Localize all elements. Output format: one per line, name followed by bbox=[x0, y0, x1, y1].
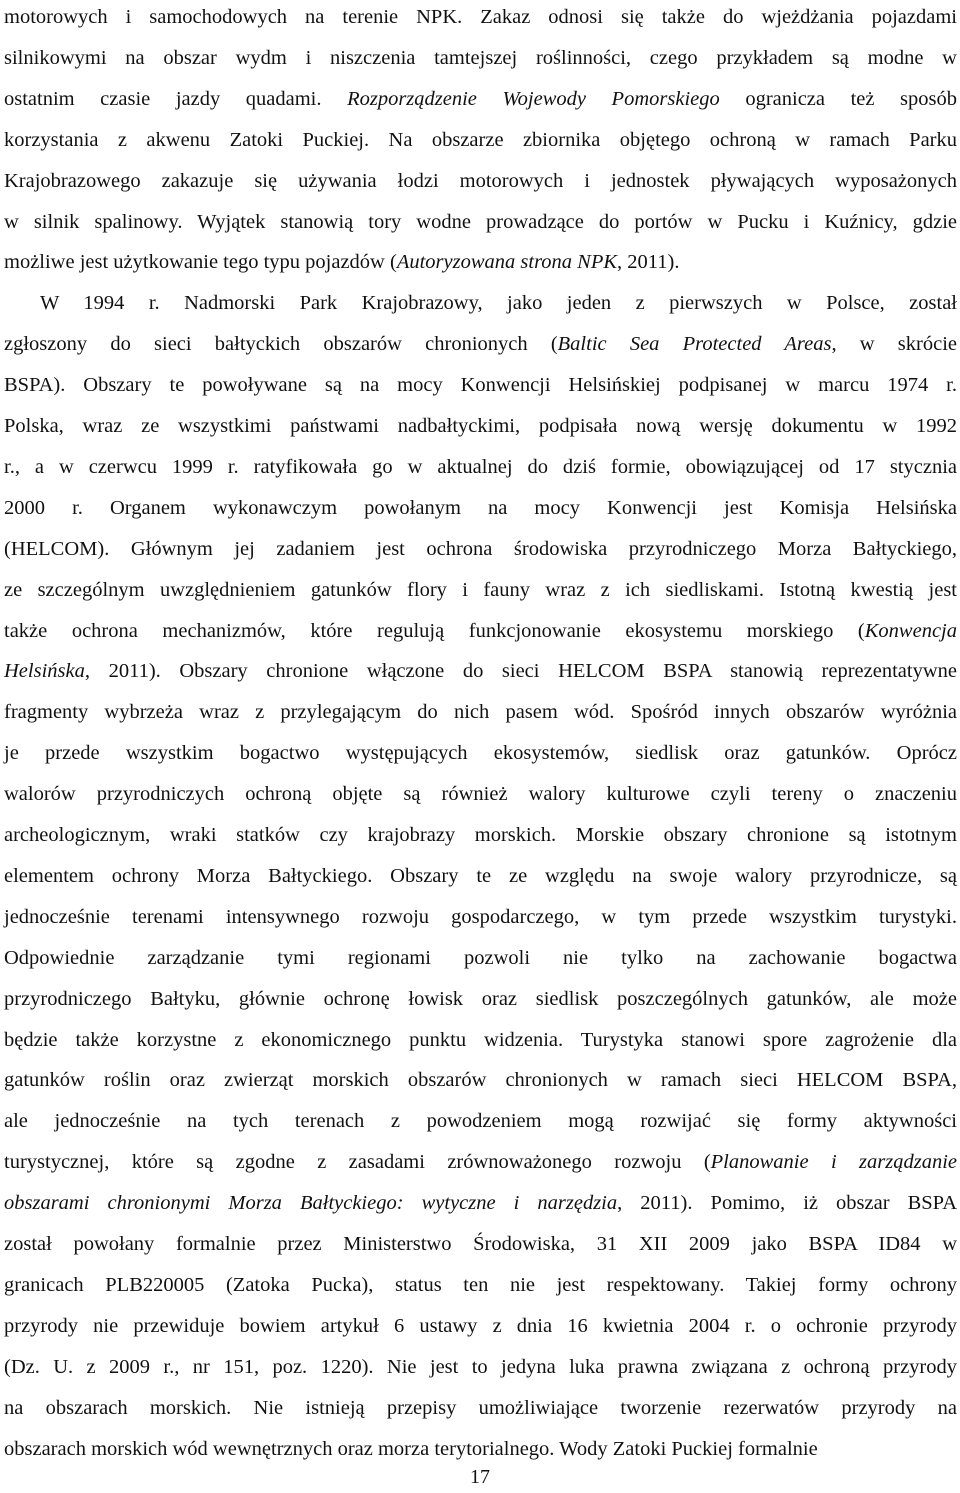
text-line bbox=[4, 611, 957, 652]
text-span: został powołany formalnie przez Ministerstwo Środowiska, 31 XII 2009 jako BSPA ID84 w bbox=[4, 1233, 957, 1255]
text-line bbox=[4, 365, 957, 406]
text-span: ze szczególnym uwzględnieniem gatunków flory i fauny wraz z ich siedliskami. Istotną kwestią jest bbox=[4, 578, 957, 601]
text-span: będzie także korzystne z ekonomicznego punktu widzenia. Turystyka stanowi spore zagrożenie dla bbox=[4, 1028, 957, 1051]
italic-text: Helsińska bbox=[4, 660, 85, 683]
text-span: silnikowymi na obszar wydm i niszczenia tamtejszej roślinności, czego przykładem są modne w bbox=[4, 46, 957, 69]
text-span: Krajobrazowego zakazuje się używania łodzi motorowych i jednostek pływających wyposażonych bbox=[4, 169, 957, 192]
italic-text: Konwencja bbox=[864, 619, 957, 642]
text-span: , 2011). Obszary chronione włączone do sieci HELCOM BSPA stanowią reprezentatywne bbox=[84, 660, 957, 683]
text-span: także ochrona mechanizmów, które regulują funkcjonowanie ekosystemu morskiego ( bbox=[4, 619, 865, 642]
text-line bbox=[4, 488, 957, 529]
text-line bbox=[4, 692, 957, 733]
text-span: motorowych i samochodowych na terenie NPK. Zakaz odnosi się także do wjeżdżania pojazdami bbox=[4, 6, 957, 28]
text-span: je przede wszystkim bogactwo występujących ekosystemów, siedlisk oraz gatunków. Oprócz bbox=[4, 742, 957, 765]
text-span: , 2011). Pomimo, iż obszar BSPA bbox=[617, 1192, 957, 1215]
text-line bbox=[4, 1060, 957, 1101]
text-span: ale jednocześnie na tych terenach z powodzeniem mogą rozwijać się formy aktywności bbox=[4, 1110, 957, 1133]
text-span: W 1994 r. Nadmorski Park Krajobrazowy, jako jeden z pierwszych w Polsce, został bbox=[40, 292, 957, 315]
text-line bbox=[4, 529, 957, 570]
text-span: BSPA). Obszary te powoływane są na mocy Konwencji Helsińskiej podpisanej w marcu 1974 r. bbox=[4, 374, 957, 397]
italic-text: Baltic Sea Protected Areas bbox=[557, 333, 832, 356]
text-span: Odpowiednie zarządzanie tymi regionami pozwoli nie tylko na zachowanie bogactwa bbox=[4, 946, 957, 969]
text-line bbox=[4, 1265, 957, 1306]
text-line bbox=[4, 242, 957, 283]
text-span: przyrodniczego Bałtyku, głównie ochronę łowisk oraz siedlisk poszczególnych gatunków, ale może bbox=[4, 987, 957, 1010]
text-line bbox=[4, 856, 957, 897]
text-span: walorów przyrodniczych ochroną objęte są również walory kulturowe czyli tereny o znaczeniu bbox=[4, 783, 957, 806]
text-line bbox=[4, 1020, 957, 1061]
text-line bbox=[4, 733, 957, 774]
text-line bbox=[4, 1183, 957, 1224]
text-line bbox=[4, 0, 957, 38]
text-span: zgłoszony do sieci bałtyckich obszarów chronionych ( bbox=[4, 333, 558, 356]
text-line bbox=[4, 1224, 957, 1265]
text-span: Polska, wraz ze wszystkimi państwami nadbałtyckimi, podpisała nową wersję dokumentu w 1992 bbox=[4, 415, 957, 437]
text-line bbox=[4, 447, 957, 488]
text-line bbox=[4, 570, 957, 611]
text-span: gatunków roślin oraz zwierząt morskich obszarów chronionych w ramach sieci HELCOM BSPA, bbox=[4, 1069, 957, 1092]
text-span: (Dz. U. z 2009 r., nr 151, poz. 1220). Nie jest to jedyna luka prawna związana z ochroną przyrody bbox=[4, 1355, 957, 1378]
text-line bbox=[4, 651, 957, 692]
page-number: 17 bbox=[470, 1466, 490, 1488]
text-span: , 2011). bbox=[617, 251, 680, 274]
italic-text: Rozporządzenie Wojewody Pomorskiego bbox=[347, 87, 720, 110]
text-line bbox=[4, 161, 957, 202]
text-span: elementem ochrony Morza Bałtyckiego. Obszary te ze względu na swoje walory przyrodnicze, są bbox=[4, 864, 957, 887]
text-line bbox=[4, 1388, 957, 1429]
italic-text: Autoryzowana strona NPK bbox=[396, 251, 618, 274]
text-span: archeologicznym, wraki statków czy krajobrazy morskich. Morskie obszary chronione są istotnym bbox=[4, 824, 957, 846]
text-line bbox=[4, 324, 957, 365]
text-line bbox=[4, 1306, 957, 1347]
text-line bbox=[4, 1347, 957, 1388]
text-span: granicach PLB220005 (Zatoka Pucka), status ten nie jest respektowany. Takiej formy ochrony bbox=[4, 1273, 957, 1296]
text-span: jednocześnie terenami intensywnego rozwoju gospodarczego, w tym przede wszystkim turystyki. bbox=[4, 905, 957, 928]
text-line bbox=[4, 1142, 957, 1183]
text-line bbox=[4, 979, 957, 1020]
text-span: fragmenty wybrzeża wraz z przylegającym do nich pasem wód. Spośród innych obszarów wyróżnia bbox=[4, 701, 957, 724]
text-span: ogranicza też sposób bbox=[719, 87, 957, 110]
text-span: ostatnim czasie jazdy quadami. bbox=[4, 87, 348, 110]
text-line bbox=[4, 1101, 957, 1142]
text-line bbox=[4, 38, 957, 79]
text-span: możliwe jest użytkowanie tego typu pojazdów ( bbox=[4, 251, 397, 274]
text-span: na obszarach morskich. Nie istnieją przepisy umożliwiające tworzenie rezerwatów przyrody na bbox=[4, 1396, 957, 1419]
text-span: (HELCOM). Głównym jej zadaniem jest ochrona środowiska przyrodniczego Morza Bałtyckiego, bbox=[4, 537, 957, 560]
italic-text: Planowanie i zarządzanie bbox=[710, 1151, 957, 1174]
text-span: , w skrócie bbox=[831, 333, 957, 356]
text-span: r., a w czerwcu 1999 r. ratyfikowała go w aktualnej do dziś formie, obowiązującej od 17 stycznia bbox=[4, 455, 957, 478]
text-line bbox=[4, 79, 957, 120]
text-line bbox=[40, 283, 957, 324]
text-line bbox=[4, 897, 957, 938]
text-line bbox=[4, 120, 957, 161]
text-span: turystycznej, które są zgodne z zasadami zrównoważonego rozwoju ( bbox=[4, 1151, 711, 1174]
text-line bbox=[4, 938, 957, 979]
text-line bbox=[4, 202, 957, 243]
text-span: obszarach morskich wód wewnętrznych oraz morza terytorialnego. Wody Zatoki Puckiej formalnie bbox=[4, 1437, 818, 1460]
text-span: 2000 r. Organem wykonawczym powołanym na mocy Konwencji jest Komisja Helsińska bbox=[4, 496, 957, 519]
text-line bbox=[4, 1429, 957, 1470]
text-span: w silnik spalinowy. Wyjątek stanowią tory wodne prowadzące do portów w Pucku i Kuźnicy, gdzie bbox=[4, 210, 957, 233]
text-span: przyrody nie przewiduje bowiem artykuł 6 ustawy z dnia 16 kwietnia 2004 r. o ochronie przyrody bbox=[4, 1314, 957, 1337]
italic-text: obszarami chronionymi Morza Bałtyckiego: wytyczne i narzędzia bbox=[4, 1192, 618, 1215]
text-line bbox=[4, 774, 957, 815]
text-line bbox=[4, 815, 957, 856]
text-span: korzystania z akwenu Zatoki Puckiej. Na obszarze zbiornika objętego ochroną w ramach Parku bbox=[4, 128, 957, 151]
text-line bbox=[4, 406, 957, 447]
